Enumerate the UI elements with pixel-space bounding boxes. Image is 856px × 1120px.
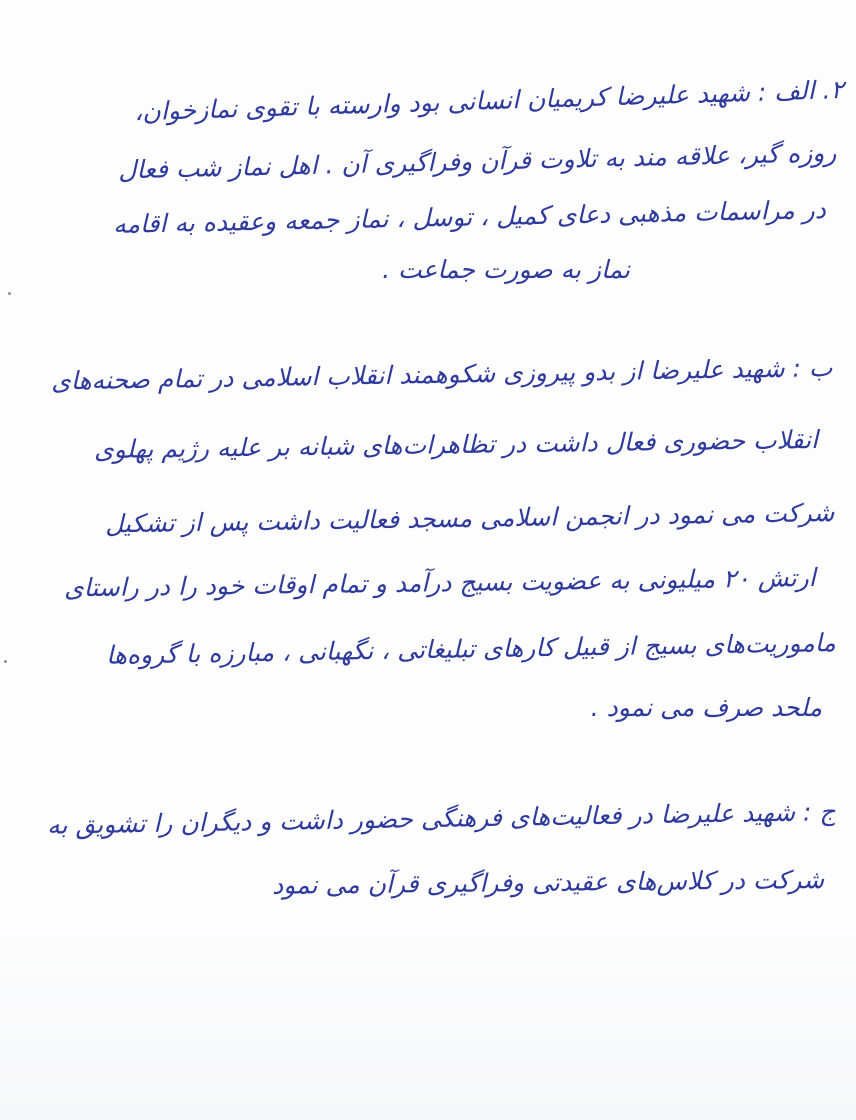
text-line: ج : شهید علیرضا در فعالیت‌های فرهنگی حضور داشت و دیگران را تشویق به (47, 797, 837, 840)
text-line: شرکت می نمود در انجمن اسلامی مسجد فعالیت داشت پس از تشکیل (104, 498, 835, 539)
text-line: انقلاب حضوری فعال داشت در تظاهرات‌های شبانه بر علیه رژیم پهلوی (93, 425, 819, 465)
text-line: ماموریت‌های بسیج از قبیل کارهای تبلیغاتی ، نگهبانی ، مبارزه با گروه‌ها (106, 628, 837, 670)
margin-mark (8, 292, 11, 295)
text-line: نماز به صورت جماعت . (382, 255, 630, 284)
text-line: ۲. الف : شهید علیرضا کریمیان انسانی بود وارسته با تقوی نمازخوان، (133, 75, 845, 127)
text-line: روزه گیر، علاقه مند به تلاوت قرآن وفراگیری آن . اهل نماز شب فعال (117, 138, 837, 185)
text-line: ارتش ۲۰ میلیونی به عضویت بسیج درآمد و تمام اوقات خود را در راستای (64, 563, 817, 603)
text-line: در مراسمات مذهبی دعای کمیل ، توسل ، نماز جمعه وعقیده به اقامه (112, 195, 827, 239)
text-line: ب : شهید علیرضا از بدو پیروزی شکوهمند انقلاب اسلامی در تمام صحنه‌های (50, 353, 833, 396)
text-line: ملحد صرف می نمود . (590, 693, 822, 722)
margin-mark (4, 660, 7, 663)
scan-bottom-shade (0, 915, 856, 1120)
text-line: شرکت در کلاس‌های عقیدتی وفراگیری قرآن می نمود (271, 865, 825, 900)
